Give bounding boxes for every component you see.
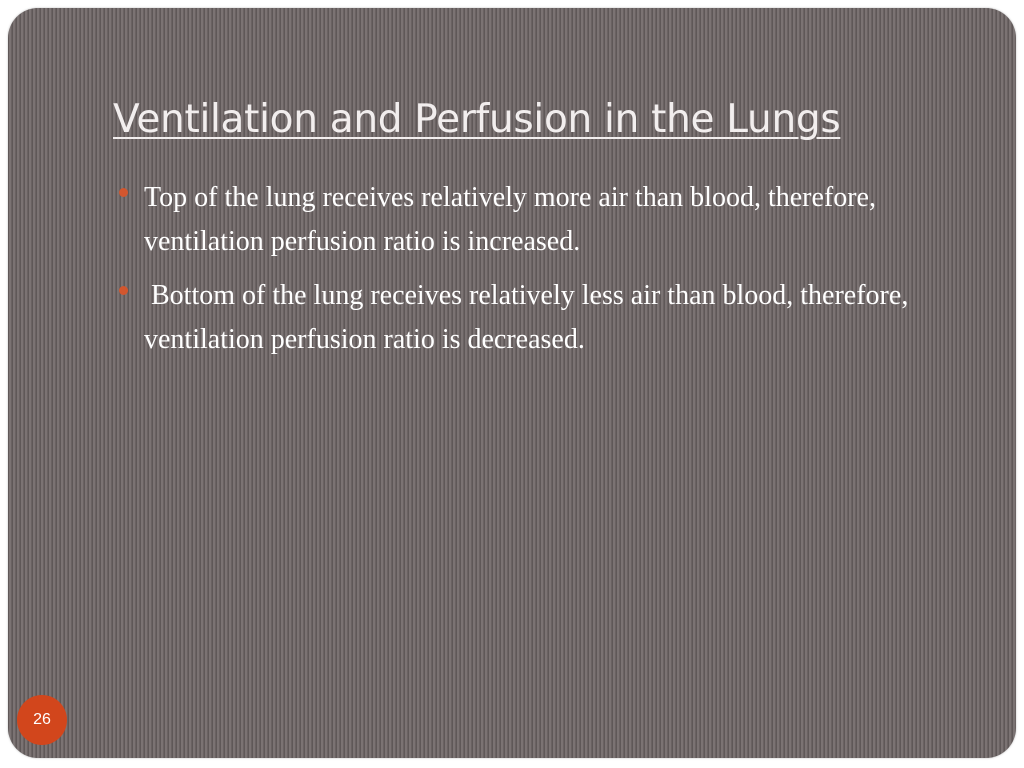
bullet-dot-icon xyxy=(119,286,128,295)
bullet-item xyxy=(116,274,916,362)
bullet-list xyxy=(116,176,916,372)
bullet-text: Top of the lung receives relatively more air than blood, therefore, ventilation perfusion ratio is increased. xyxy=(144,182,876,257)
slide xyxy=(8,8,1016,758)
bullet-text: Bottom of the lung receives relatively less air than blood, therefore, ventilation perfusion ratio is decreased. xyxy=(144,280,916,355)
bullet-item xyxy=(116,176,916,264)
slide-title: Ventilation and Perfusion in the Lungs xyxy=(113,97,841,142)
page-number-badge: 26 xyxy=(17,695,67,745)
bullet-dot-icon xyxy=(119,188,128,197)
